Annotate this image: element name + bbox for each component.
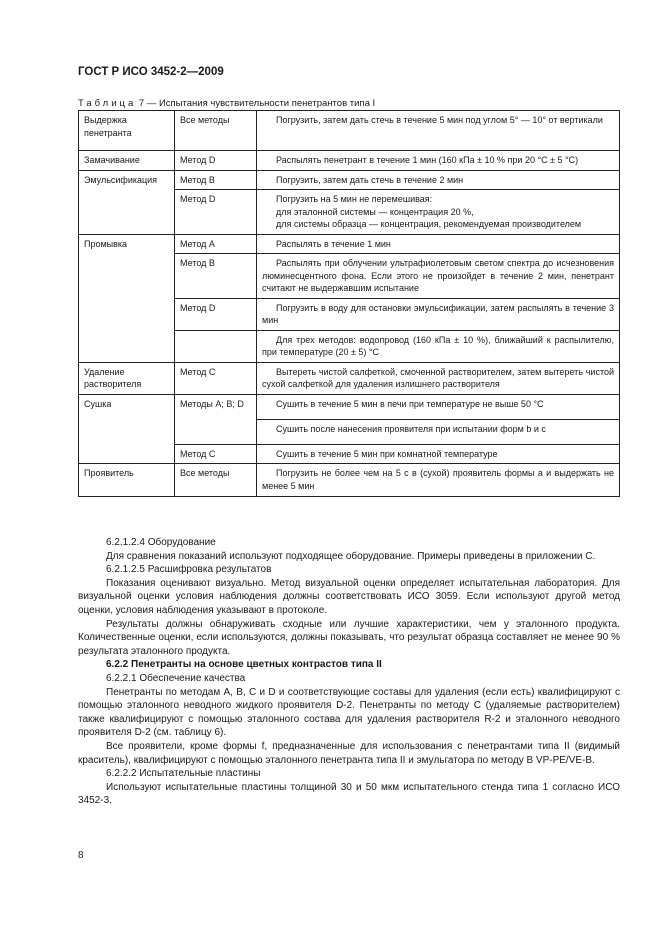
table-row: [79, 254, 620, 299]
method-cell: Метод D: [175, 298, 257, 330]
description-cell: Сушить в течение 5 мин при комнатной температуре: [257, 444, 620, 464]
stage-cell: Эмульсификация: [79, 170, 175, 190]
table-row: [79, 111, 620, 151]
table-row: [79, 362, 620, 394]
table-row: [79, 190, 620, 235]
body-text: [78, 536, 620, 808]
document-header: ГОСТ Р ИСО 3452-2—2009: [78, 66, 224, 78]
description-cell: Для трех методов: водопровод (160 кПа ± 10 %), ближайший к распылителю, при температуре (20 ± 5) °С: [257, 330, 620, 362]
description-cell: Погрузить не более чем на 5 с в (сухой) проявитель формы а и выдержать не менее 5 мин: [257, 464, 620, 497]
description-cell: Погрузить, затем дать стечь в течение 5 мин под углом 5° — 10° от вертикали: [257, 111, 620, 151]
stage-cell: [79, 298, 175, 330]
method-cell: Все методы: [175, 111, 257, 151]
table-row: [79, 170, 620, 190]
table-caption-text: 7 — Испытания чувствительности пенетрантов типа I: [136, 98, 376, 109]
table-caption: [78, 98, 375, 109]
description-cell: Погрузить на 5 мин не перемешивая: для эталонной системы — концентрация 20 %, для системы образца — концентрация, рекомендуемая производителем: [257, 190, 620, 235]
stage-cell: Удаление растворителя: [79, 362, 175, 394]
page-number: 8: [78, 850, 84, 861]
description-cell: Вытереть чистой салфеткой, смоченной растворителем, затем вытереть чистой сухой салфеткой для удаления излишнего растворителя: [257, 362, 620, 394]
table-row: [79, 330, 620, 362]
method-cell: Метод D: [175, 190, 257, 235]
paragraph: Используют испытательные пластины толщиной 30 и 50 мкм испытательного стенда типа 1 согласно ИСО 3452-3.: [78, 781, 620, 807]
description-cell: Распылять при облучении ультрафиолетовым светом спектра до исчезновения люминесцентного фона. Если этого не произойдет в течение 2 мин, пенетрант считают не выдержавшим испытание: [257, 254, 620, 299]
description-cell: Сушить в течение 5 мин в печи при температуре не выше 50 °С: [257, 394, 620, 419]
method-cell: Метод А: [175, 234, 257, 254]
section-heading: 6.2.2.2 Испытательные пластины: [106, 768, 261, 780]
method-cell: Методы А; В; D: [175, 394, 257, 419]
stage-cell: Выдержка пенетранта: [79, 111, 175, 151]
stage-cell: Промывка: [79, 234, 175, 254]
description-cell: Распылять пенетрант в течение 1 мин (160 кПа ± 10 % при 20 °С ± 5 °С): [257, 151, 620, 171]
table-row: [79, 444, 620, 464]
table-row: [79, 151, 620, 171]
stage-cell: [79, 254, 175, 299]
section-heading: 6.2.1.2.4 Оборудование: [106, 537, 216, 548]
description-cell: Погрузить, затем дать стечь в течение 2 мин: [257, 170, 620, 190]
method-cell: Метод С: [175, 362, 257, 394]
paragraph: Для сравнения показаний используют подходящее оборудование. Примеры приведены в приложении С.: [106, 550, 596, 562]
stage-cell: Проявитель: [79, 464, 175, 497]
stage-cell: [79, 419, 175, 444]
paragraph: Показания оценивают визуально. Метод визуальной оценки определяет испытательная лаборатория. Для визуальной оценки условия наблюдения должны соответствовать ИСО 3059. Если используют другой метод оценки, условия наблюдения указывают в протоколе.: [78, 577, 620, 616]
description-cell: Погрузить в воду для остановки эмульсификации, затем распылять в течение 3 мин: [257, 298, 620, 330]
method-cell: [175, 330, 257, 362]
paragraph: Все проявители, кроме формы f, предназначенные для использования с пенетрантами типа II (видимый краситель), квалифицируют с помощью эталонного пенетранта типа II и эмульгатора по методу В VP-PE/VE-B.: [78, 740, 620, 766]
table-row: [79, 234, 620, 254]
section-heading: 6.2.2 Пенетранты на основе цветных контрастов типа II: [106, 659, 382, 671]
method-cell: Метод С: [175, 444, 257, 464]
method-cell: Метод D: [175, 151, 257, 171]
description-cell: Распылять в течение 1 мин: [257, 234, 620, 254]
stage-cell: [79, 444, 175, 464]
section-heading: 6.2.1.2.5 Расшифровка результатов: [106, 564, 272, 576]
table-row: [79, 419, 620, 444]
method-cell: [175, 419, 257, 444]
stage-cell: [79, 330, 175, 362]
sensitivity-test-table: [78, 110, 620, 497]
section-heading: 6.2.2.1 Обеспечение качества: [106, 672, 246, 684]
description-cell: Сушить после нанесения проявителя при испытании форм b и с: [257, 419, 620, 444]
paragraph: Результаты должны обнаруживать сходные или лучшие характеристики, чем у эталонного продукта. Количественные оценки, если используются, должны показывать, что результат образца составляет не менее 90 % результата эталонного продукта.: [78, 618, 620, 657]
method-cell: Все методы: [175, 464, 257, 497]
paragraph: Пенетранты по методам А, В, С и D и соответствующие составы для удаления (если есть) квалифицируют с помощью эталонного неводного жидкого проявителя D-2. Пенетранты по методу С (удаляемые растворителем) также квалифицируют с помощью эталонного состава для удаления растворителя R-2 и эталонного неводного проявителя D-2 (см. таблицу 6).: [78, 686, 620, 739]
table-row: [79, 298, 620, 330]
table-row: [79, 394, 620, 419]
table-caption-prefix: Таблица: [78, 98, 137, 109]
stage-cell: [79, 190, 175, 235]
stage-cell: Сушка: [79, 394, 175, 419]
method-cell: Метод В: [175, 254, 257, 299]
table-row: [79, 464, 620, 497]
stage-cell: Замачивание: [79, 151, 175, 171]
method-cell: Метод В: [175, 170, 257, 190]
